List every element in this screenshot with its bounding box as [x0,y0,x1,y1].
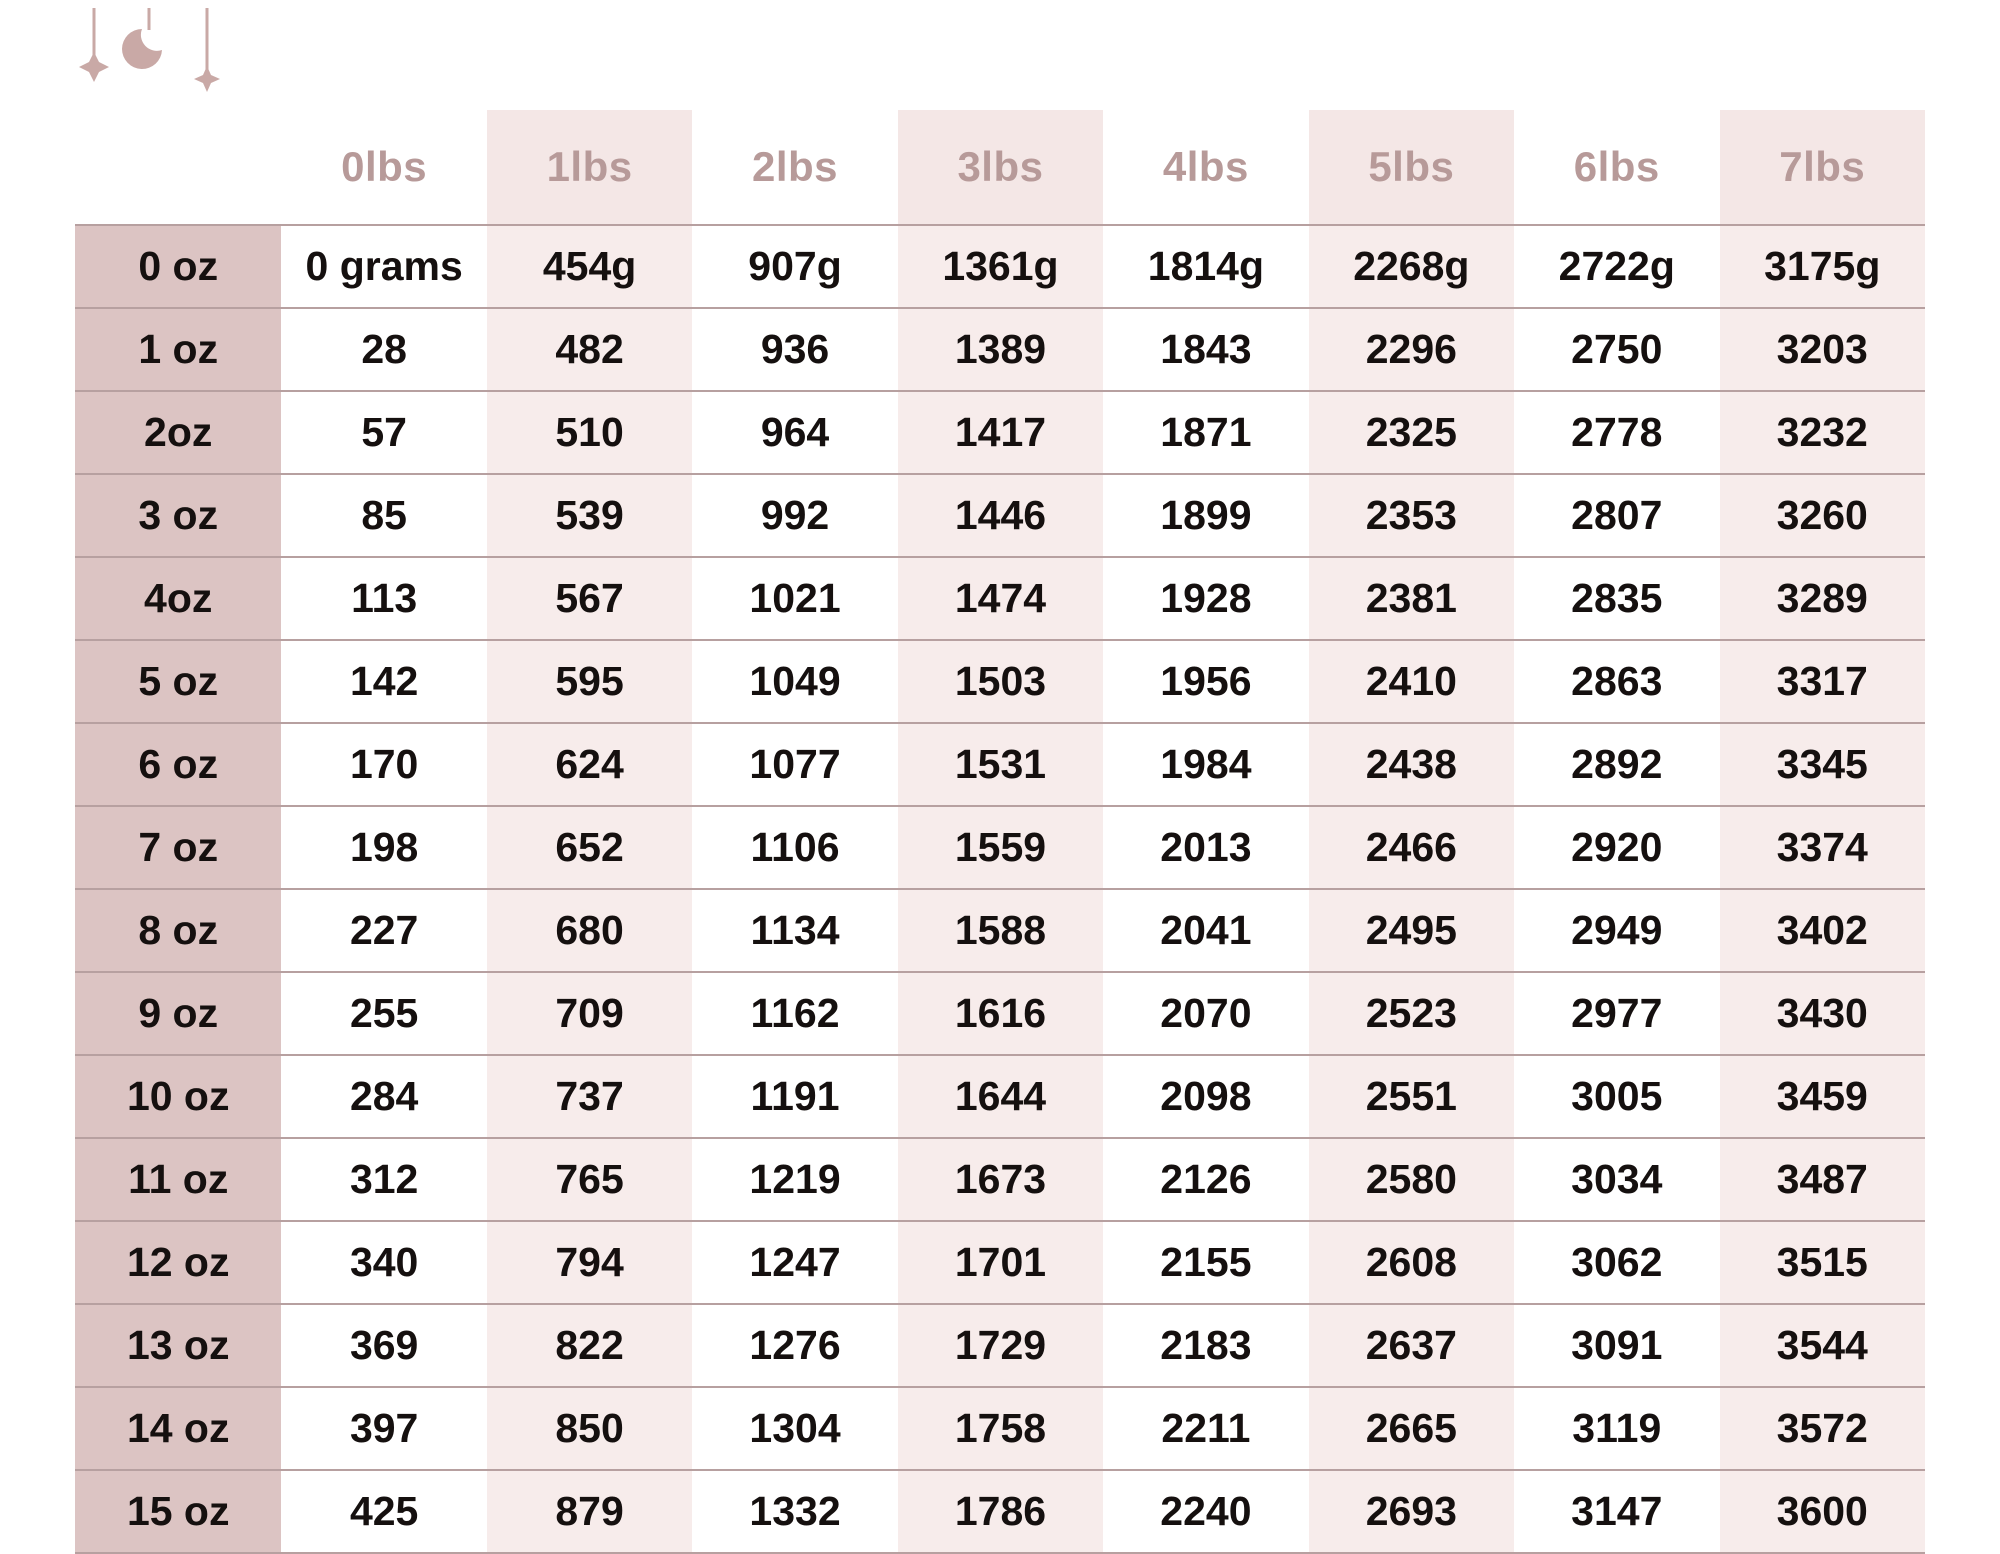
table-cell: 765 [487,1138,692,1221]
table-cell: 2551 [1309,1055,1514,1138]
row-header: 3 oz [75,474,281,557]
column-header-2lbs: 2lbs [692,110,897,225]
table-cell: 709 [487,972,692,1055]
table-header [75,110,1925,225]
table-cell: 369 [281,1304,486,1387]
table-cell: 1559 [898,806,1103,889]
table-cell: 2778 [1514,391,1719,474]
table-cell: 2863 [1514,640,1719,723]
table-row [75,391,1925,474]
table-cell: 2665 [1309,1387,1514,1470]
table-cell: 57 [281,391,486,474]
column-header-3lbs: 3lbs [898,110,1103,225]
table-cell: 2211 [1103,1387,1308,1470]
table-cell: 113 [281,557,486,640]
table-row [75,225,1925,308]
header-row [75,110,1925,225]
table-cell: 2353 [1309,474,1514,557]
table-cell: 1673 [898,1138,1103,1221]
row-header: 15 oz [75,1470,281,1553]
table-row [75,1055,1925,1138]
table-row [75,640,1925,723]
table-cell: 0 grams [281,225,486,308]
table-cell: 85 [281,474,486,557]
table-cell: 2240 [1103,1470,1308,1553]
table-cell: 227 [281,889,486,972]
table-cell: 2126 [1103,1138,1308,1221]
table-cell: 2155 [1103,1221,1308,1304]
table-cell: 142 [281,640,486,723]
table-cell: 1644 [898,1055,1103,1138]
column-header-0lbs: 0lbs [281,110,486,225]
column-header-1lbs: 1lbs [487,110,692,225]
table-cell: 964 [692,391,897,474]
table-cell: 652 [487,806,692,889]
table-cell: 3572 [1720,1387,1926,1470]
table-cell: 3544 [1720,1304,1926,1387]
table-cell: 3232 [1720,391,1926,474]
table-row [75,1387,1925,1470]
celestial-doodle [74,8,264,108]
table-cell: 312 [281,1138,486,1221]
table-cell: 3430 [1720,972,1926,1055]
table-cell: 1276 [692,1304,897,1387]
column-header-5lbs: 5lbs [1309,110,1514,225]
row-header: 4oz [75,557,281,640]
table-cell: 2041 [1103,889,1308,972]
table-cell: 3402 [1720,889,1926,972]
table-cell: 3317 [1720,640,1926,723]
column-header-6lbs: 6lbs [1514,110,1719,225]
table-cell: 2807 [1514,474,1719,557]
table-cell: 936 [692,308,897,391]
row-header: 12 oz [75,1221,281,1304]
row-header: 7 oz [75,806,281,889]
table-row [75,1470,1925,1553]
table-cell: 510 [487,391,692,474]
table-cell: 1786 [898,1470,1103,1553]
table-cell: 2920 [1514,806,1719,889]
table-cell: 454g [487,225,692,308]
table-cell: 2381 [1309,557,1514,640]
table-cell: 850 [487,1387,692,1470]
table-cell: 1417 [898,391,1103,474]
table-cell: 2977 [1514,972,1719,1055]
table-cell: 2722g [1514,225,1719,308]
row-header: 1 oz [75,308,281,391]
table-cell: 3515 [1720,1221,1926,1304]
table-row [75,1304,1925,1387]
table-cell: 2466 [1309,806,1514,889]
table-cell: 737 [487,1055,692,1138]
table-cell: 2070 [1103,972,1308,1055]
table-cell: 2013 [1103,806,1308,889]
table-cell: 1049 [692,640,897,723]
table-cell: 3175g [1720,225,1926,308]
table-cell: 1077 [692,723,897,806]
table-cell: 595 [487,640,692,723]
table-cell: 1871 [1103,391,1308,474]
table-cell: 624 [487,723,692,806]
table-cell: 28 [281,308,486,391]
table-row [75,806,1925,889]
table-cell: 2693 [1309,1470,1514,1553]
table-cell: 1162 [692,972,897,1055]
table-cell: 3487 [1720,1138,1926,1221]
row-header: 9 oz [75,972,281,1055]
table-cell: 1134 [692,889,897,972]
table-cell: 1106 [692,806,897,889]
table-row [75,723,1925,806]
table-cell: 567 [487,557,692,640]
table-cell: 425 [281,1470,486,1553]
table-cell: 2608 [1309,1221,1514,1304]
table-cell: 3289 [1720,557,1926,640]
table-cell: 1021 [692,557,897,640]
row-header: 5 oz [75,640,281,723]
table-cell: 2835 [1514,557,1719,640]
table-cell: 1588 [898,889,1103,972]
table-cell: 2325 [1309,391,1514,474]
table-row [75,1221,1925,1304]
table-cell: 539 [487,474,692,557]
table-cell: 3119 [1514,1387,1719,1470]
table-cell: 1843 [1103,308,1308,391]
table-cell: 3062 [1514,1221,1719,1304]
table-row [75,1138,1925,1221]
row-header: 11 oz [75,1138,281,1221]
table-cell: 1191 [692,1055,897,1138]
table-cell: 2268g [1309,225,1514,308]
table-cell: 1701 [898,1221,1103,1304]
row-header: 2oz [75,391,281,474]
table-cell: 198 [281,806,486,889]
column-header-4lbs: 4lbs [1103,110,1308,225]
table-cell: 3260 [1720,474,1926,557]
table-row [75,889,1925,972]
table-cell: 284 [281,1055,486,1138]
corner-cell [75,110,281,225]
table-cell: 2949 [1514,889,1719,972]
row-header: 8 oz [75,889,281,972]
table-cell: 1361g [898,225,1103,308]
table-cell: 3147 [1514,1470,1719,1553]
table-cell: 3005 [1514,1055,1719,1138]
table-cell: 3345 [1720,723,1926,806]
table-cell: 3091 [1514,1304,1719,1387]
row-header: 13 oz [75,1304,281,1387]
table-cell: 255 [281,972,486,1055]
table-cell: 1503 [898,640,1103,723]
table-cell: 3600 [1720,1470,1926,1553]
table-cell: 879 [487,1470,692,1553]
table-row [75,308,1925,391]
table-cell: 2438 [1309,723,1514,806]
table-row [75,972,1925,1055]
table-cell: 2580 [1309,1138,1514,1221]
table-cell: 1247 [692,1221,897,1304]
table-cell: 1332 [692,1470,897,1553]
table-cell: 1389 [898,308,1103,391]
table-cell: 2523 [1309,972,1514,1055]
table-row [75,474,1925,557]
table-cell: 3374 [1720,806,1926,889]
table-cell: 2495 [1309,889,1514,972]
table-cell: 1304 [692,1387,897,1470]
table-cell: 1531 [898,723,1103,806]
table-cell: 3203 [1720,308,1926,391]
table-cell: 2410 [1309,640,1514,723]
weight-conversion-table [75,110,1925,1554]
row-header: 10 oz [75,1055,281,1138]
table-cell: 1984 [1103,723,1308,806]
table-cell: 2750 [1514,308,1719,391]
table-cell: 992 [692,474,897,557]
table-cell: 1814g [1103,225,1308,308]
table-cell: 1446 [898,474,1103,557]
table-cell: 3459 [1720,1055,1926,1138]
table-cell: 2637 [1309,1304,1514,1387]
table-cell: 1758 [898,1387,1103,1470]
table-cell: 1899 [1103,474,1308,557]
table-cell: 1729 [898,1304,1103,1387]
row-header: 14 oz [75,1387,281,1470]
table-row [75,557,1925,640]
table-cell: 1219 [692,1138,897,1221]
table-cell: 1616 [898,972,1103,1055]
row-header: 6 oz [75,723,281,806]
table-cell: 907g [692,225,897,308]
table-cell: 2296 [1309,308,1514,391]
table-body [75,225,1925,1553]
table-cell: 482 [487,308,692,391]
table-cell: 1956 [1103,640,1308,723]
table-cell: 822 [487,1304,692,1387]
table-cell: 170 [281,723,486,806]
table-cell: 2183 [1103,1304,1308,1387]
table-cell: 1928 [1103,557,1308,640]
table-cell: 397 [281,1387,486,1470]
table-cell: 680 [487,889,692,972]
table-cell: 1474 [898,557,1103,640]
table-cell: 2098 [1103,1055,1308,1138]
row-header: 0 oz [75,225,281,308]
table-cell: 340 [281,1221,486,1304]
column-header-7lbs: 7lbs [1720,110,1926,225]
table-cell: 2892 [1514,723,1719,806]
table-cell: 794 [487,1221,692,1304]
table-cell: 3034 [1514,1138,1719,1221]
